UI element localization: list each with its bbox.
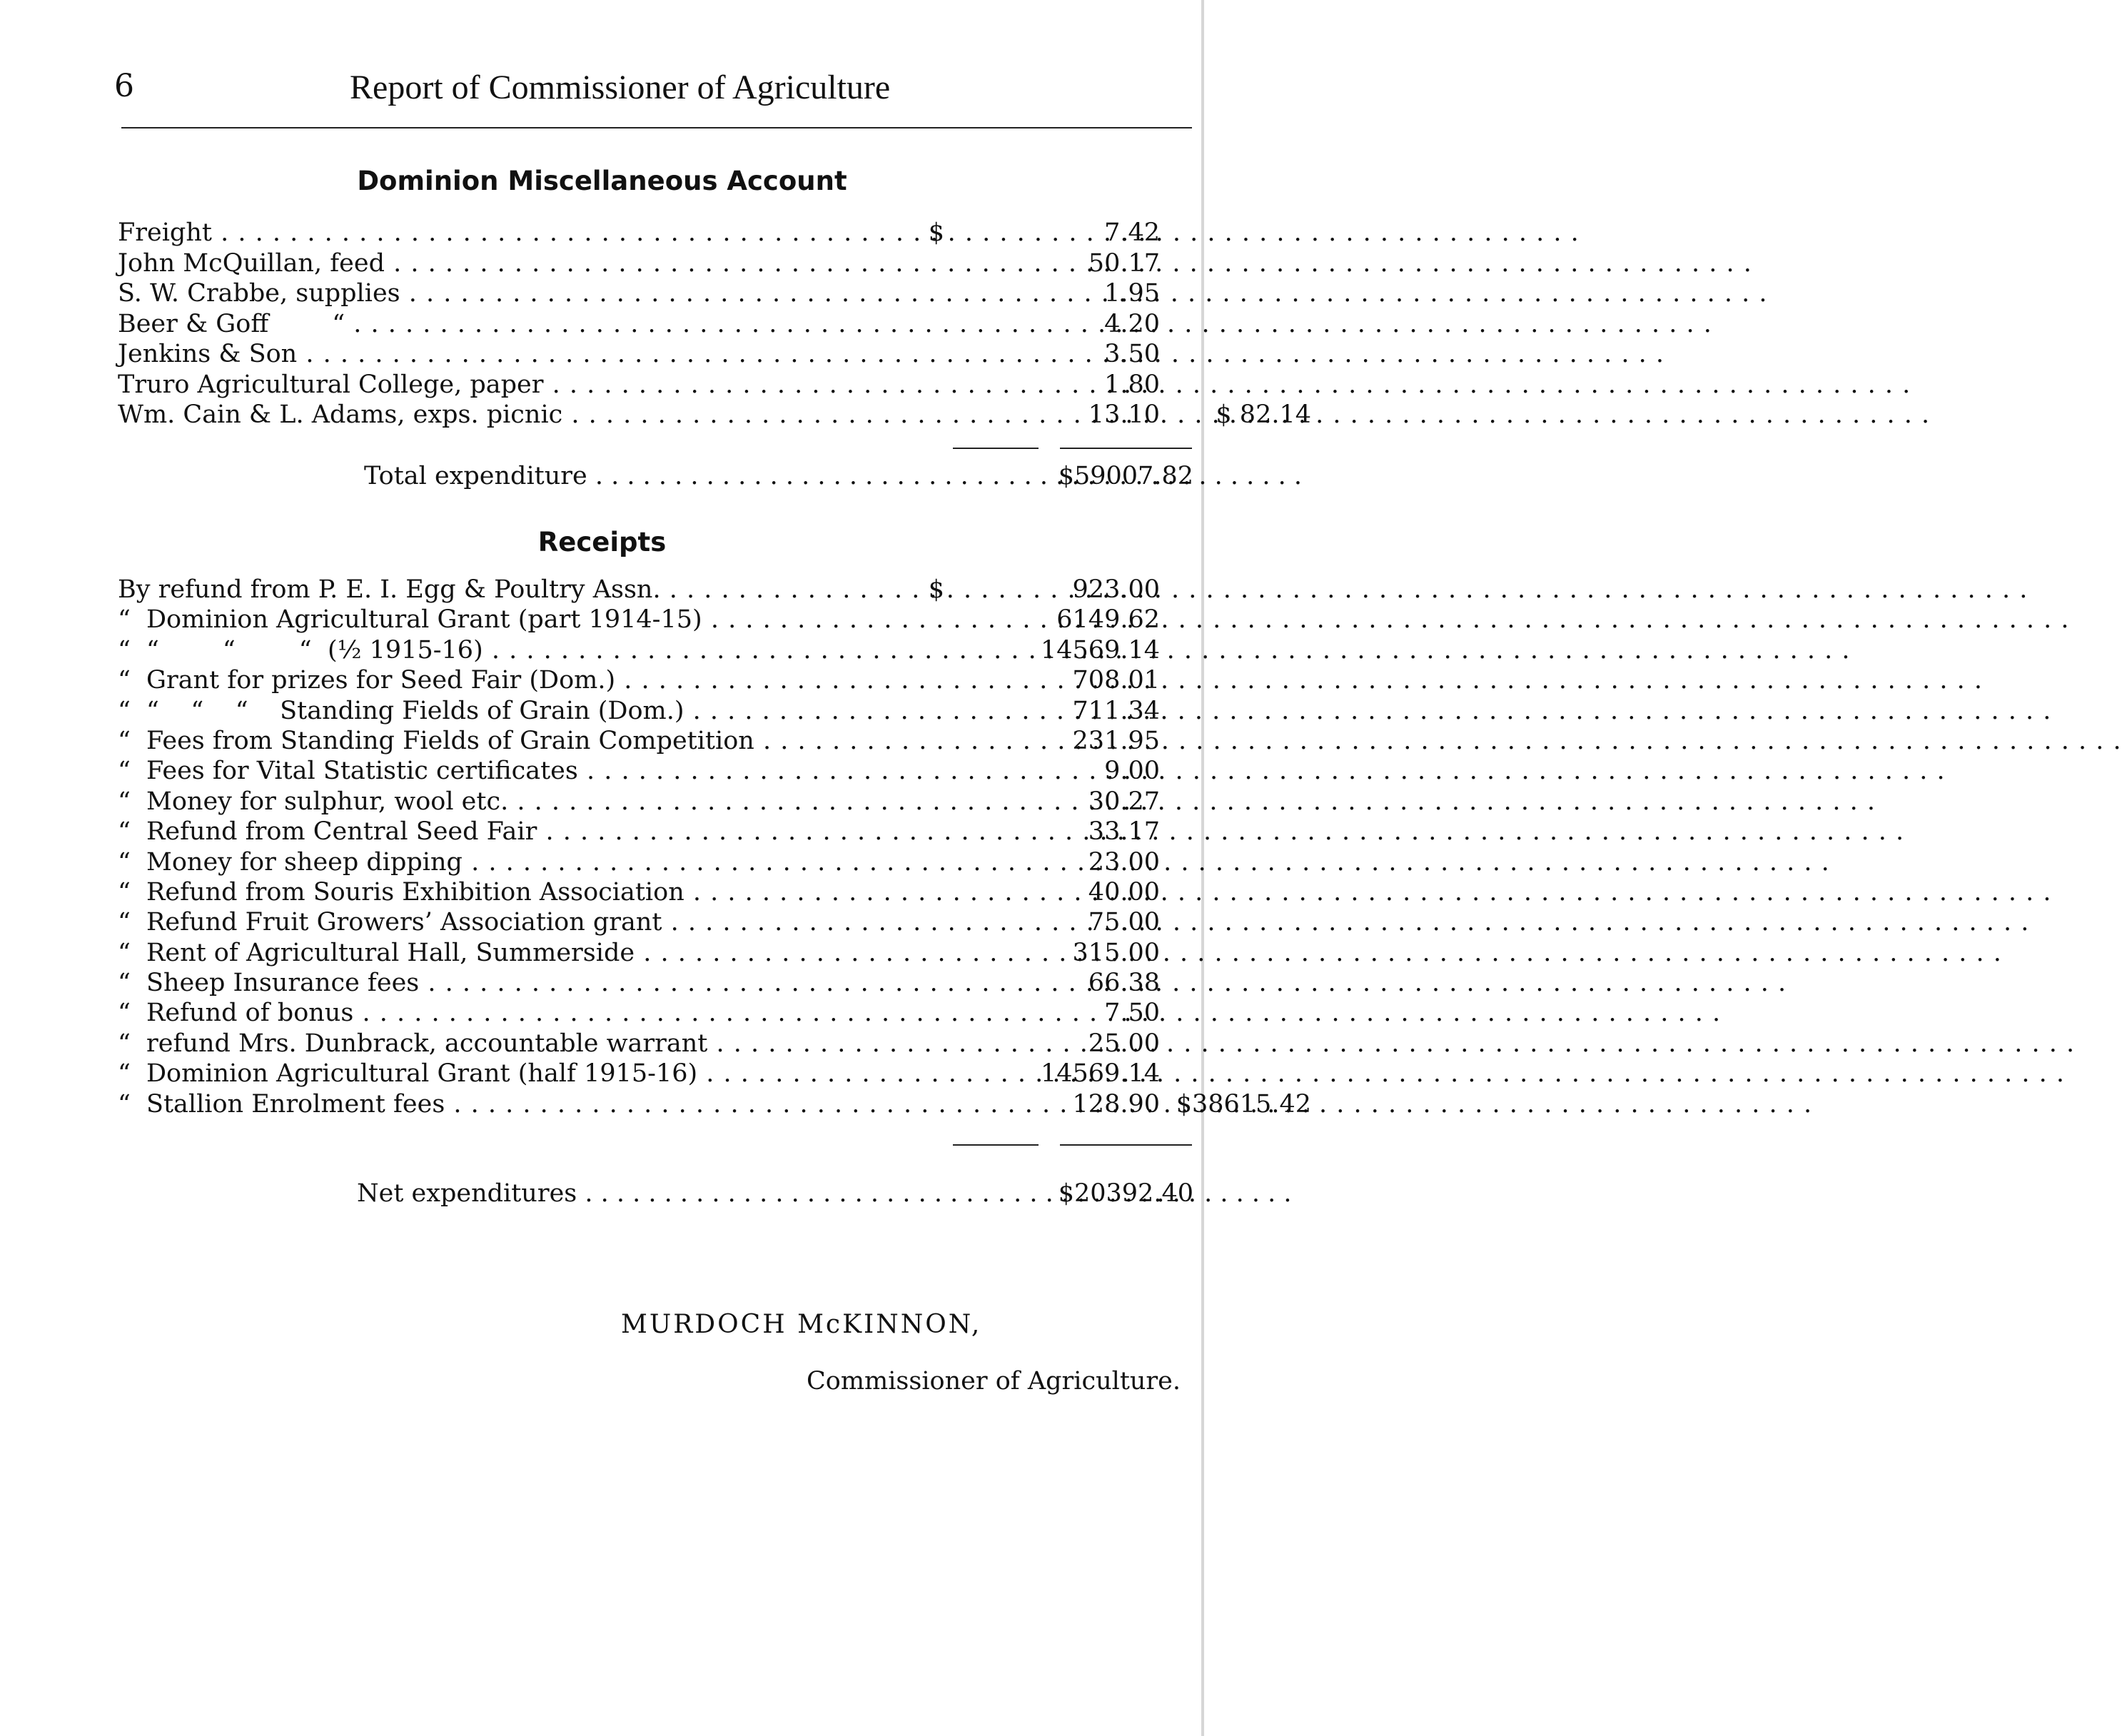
row-prefix: “: [118, 969, 131, 998]
row-prefix: “: [118, 908, 131, 937]
ledger-row: “ Rent of Agricultural Hall, Summerside . . . 315.00: [118, 938, 1192, 968]
dominion-account-title: Dominion Miscellaneous Account: [357, 166, 847, 196]
ledger-row: “ Fees from Standing Fields of Grain Competition . . . 231.95: [118, 726, 1192, 756]
net-expenditures-label: Net expenditures . . .: [357, 1178, 906, 1209]
row-label: John McQuillan, feed . . .: [118, 248, 914, 279]
row-label: “ Rent of Agricultural Hall, Summerside . . .: [118, 938, 914, 968]
row-label: “ refund Mrs. Dunbrack, accountable warrant . . .: [118, 1029, 914, 1059]
ledger-row: “ Sheep Insurance fees . . . 66.38: [118, 968, 1192, 998]
row-prefix: “: [118, 1089, 131, 1119]
ledger-row: “ Refund Fruit Growers’ Association grant . . . 75.00: [118, 907, 1192, 937]
signatory-title: Commissioner of Agriculture.: [807, 1367, 1181, 1396]
page-number: 6: [114, 68, 134, 104]
row-label: “ Stallion Enrolment fees . . .: [118, 1089, 914, 1119]
ledger-row: Jenkins & Son . . . 3.50: [118, 339, 1192, 370]
ledger-row: John McQuillan, feed . . . 50.17: [118, 248, 1192, 279]
ledger-row: “ “ “ “ Standing Fields of Grain (Dom.) . . . 711.34: [118, 696, 1192, 726]
running-title: Report of Commissioner of Agriculture: [350, 69, 891, 106]
ledger-row: “ Money for sheep dipping . . . 23.00: [118, 847, 1192, 877]
header-rule: [121, 127, 1192, 128]
subtotal-rule: [1060, 448, 1192, 449]
ledger-row: “ “ “ “ (½ 1915-16) . . . 14569.14: [118, 635, 1192, 665]
ledger-row: “ refund Mrs. Dunbrack, accountable warrant . . . 25.00: [118, 1029, 1192, 1059]
ledger-row: “ Money for sulphur, wool etc. . . . 30.27: [118, 787, 1192, 817]
row-prefix: “: [118, 847, 131, 877]
row-label: “ Grant for prizes for Seed Fair (Dom.) . . .: [118, 665, 914, 695]
row-prefix: “: [118, 1059, 131, 1089]
ditto-mark: “: [332, 309, 345, 338]
row-prefix: By: [118, 575, 151, 604]
row-label: “ Refund Fruit Growers’ Association grant . . .: [118, 907, 914, 937]
ledger-row: “ Stallion Enrolment fees . . . 128.90 $38615.42: [118, 1089, 1192, 1119]
row-prefix: “: [118, 605, 131, 635]
row-label: “ Refund of bonus . . .: [118, 998, 914, 1028]
row-prefix: “: [118, 726, 131, 755]
total-expenditure-label: Total expenditure . . .: [364, 460, 956, 492]
row-label: “ Money for sulphur, wool etc. . . .: [118, 787, 914, 817]
net-expenditures-line: [357, 1178, 1193, 1209]
receipts-ledger: [118, 575, 1311, 1119]
ledger-row: “ Refund of bonus . . . 7.50: [118, 998, 1192, 1028]
row-prefix: “: [118, 757, 131, 786]
ledger-row: Freight . . . $ 7.42: [118, 218, 1192, 248]
row-prefix: “: [118, 787, 131, 816]
total-expenditure-line: [364, 460, 1193, 492]
row-label: “ Refund from Souris Exhibition Association . . .: [118, 877, 914, 907]
row-label: “ Fees from Standing Fields of Grain Competition . . .: [118, 726, 914, 756]
row-label: “ Fees for Vital Statistic certificates . . .: [118, 756, 914, 786]
ledger-row: “ Refund from Central Seed Fair . . . 33.17: [118, 817, 1192, 847]
dollar-sign: $: [928, 575, 944, 604]
row-label: “ Sheep Insurance fees . . .: [118, 968, 914, 998]
row-label: “ “ “ “ Standing Fields of Grain (Dom.) . . .: [118, 696, 914, 726]
row-label: S. W. Crabbe, supplies . . .: [118, 278, 914, 309]
ledger-row: “ Fees for Vital Statistic certificates . . . 9.00: [118, 756, 1192, 786]
row-prefix: “: [118, 635, 131, 665]
row-prefix: “: [118, 1029, 131, 1058]
row-prefix: “: [118, 938, 131, 967]
ledger-row: Beer & Goff “ . . . 4.20: [118, 309, 1192, 340]
row-label: “ Dominion Agricultural Grant (half 1915-16) . . .: [118, 1059, 914, 1089]
row-label: “ Money for sheep dipping . . .: [118, 847, 914, 877]
row-label: Beer & Goff “ . . .: [118, 309, 914, 340]
row-prefix: “: [118, 999, 131, 1028]
page-header: [114, 68, 1142, 111]
row-subtotal: $ 82.14: [1216, 400, 1311, 429]
row-label: By refund from P. E. I. Egg & Poultry Assn. . . .: [118, 575, 914, 605]
ledger-row: Wm. Cain & L. Adams, exps. picnic . . . 13.10 $ 82.14: [118, 400, 1192, 430]
dollar-sign: $: [928, 218, 944, 247]
ledger-row: S. W. Crabbe, supplies . . . 1.95: [118, 278, 1192, 309]
row-label: Truro Agricultural College, paper . . .: [118, 370, 914, 400]
ledger-row: “ Refund from Souris Exhibition Association . . . 40.00: [118, 877, 1192, 907]
signatory-name: MURDOCH McKINNON,: [621, 1310, 982, 1339]
amount-rule: [953, 1144, 1039, 1146]
subtotal-rule: [1060, 1144, 1192, 1146]
ledger-row: “ Grant for prizes for Seed Fair (Dom.) . . . 708.01: [118, 665, 1192, 695]
row-prefix: “: [118, 817, 131, 847]
ledger-row: “ Dominion Agricultural Grant (half 1915-16) . . . 14569.14: [118, 1059, 1192, 1089]
row-prefix: “: [118, 666, 131, 695]
row-label: “ Dominion Agricultural Grant (part 1914-15) . . .: [118, 605, 914, 635]
row-label: Freight . . .: [118, 218, 914, 248]
receipts-title: Receipts: [537, 527, 667, 557]
row-prefix: “: [118, 877, 131, 907]
ledger-row: By refund from P. E. I. Egg & Poultry Assn. . . . $ 923.00: [118, 575, 1192, 605]
row-label: Wm. Cain & L. Adams, exps. picnic . . .: [118, 400, 914, 430]
total-expenditure-value: $59007.82: [1058, 462, 1193, 490]
row-label: “ “ “ “ (½ 1915-16) . . .: [118, 635, 914, 665]
row-prefix: “: [118, 696, 131, 725]
amount-rule: [953, 448, 1039, 449]
row-label: “ Refund from Central Seed Fair . . .: [118, 817, 914, 847]
ledger-row: Truro Agricultural College, paper . . . 1.80: [118, 370, 1192, 400]
ledger-row: “ Dominion Agricultural Grant (part 1914-15) . . . 6149.62: [118, 605, 1192, 635]
dominion-account-ledger: [118, 218, 1311, 430]
row-label: Jenkins & Son . . .: [118, 339, 914, 370]
net-expenditures-value: $20392.40: [1058, 1179, 1193, 1208]
row-subtotal: $38615.42: [1176, 1089, 1311, 1119]
